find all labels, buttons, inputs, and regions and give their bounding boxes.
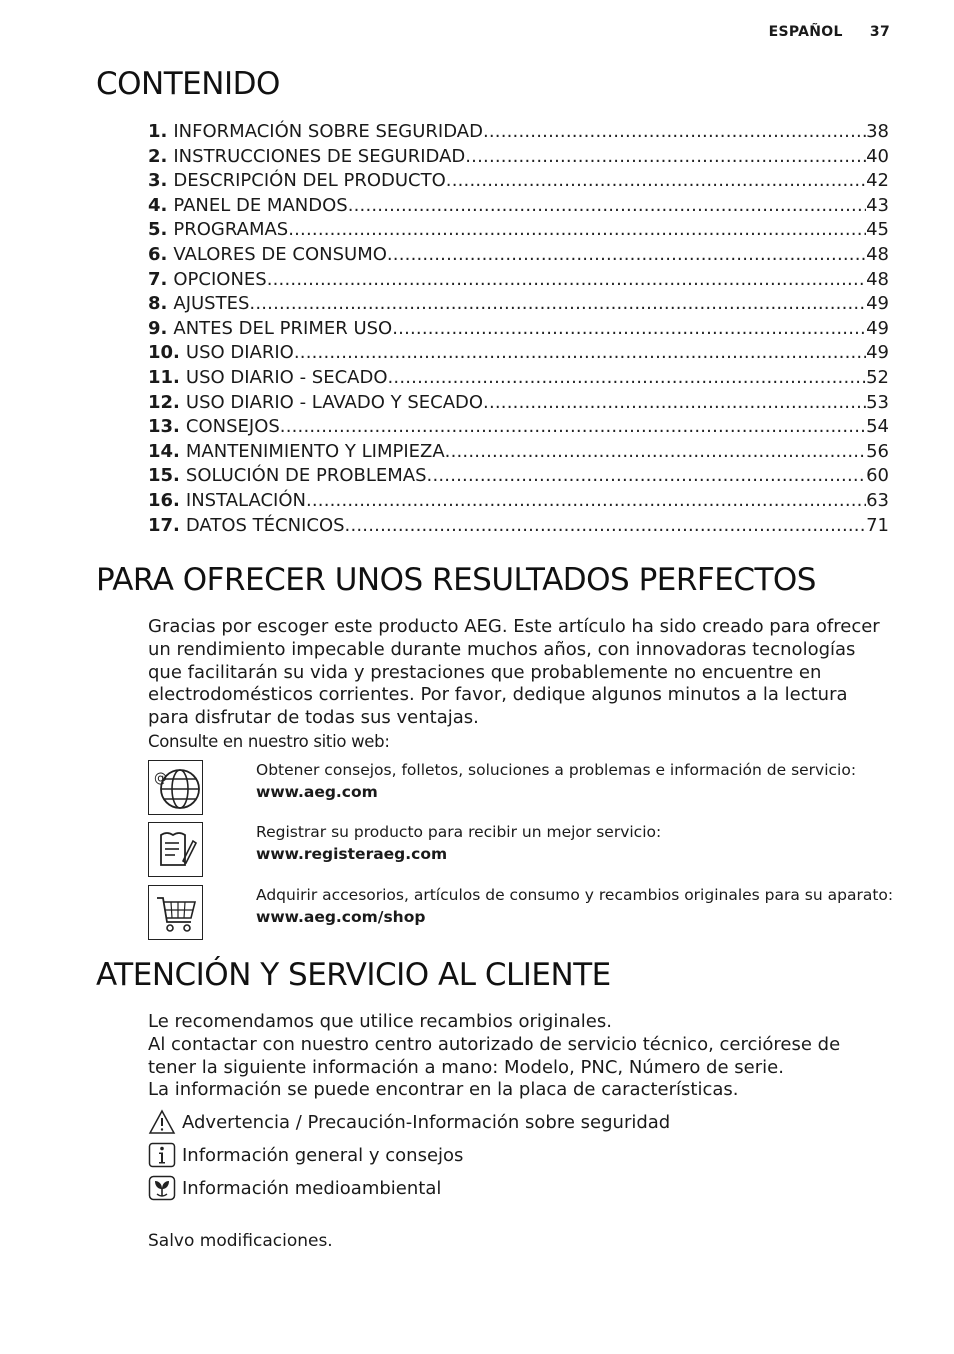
- toc-leader: [392, 317, 866, 342]
- toc-item-number: 4.: [148, 194, 168, 216]
- legend-info-label: Información general y consejos: [182, 1144, 464, 1166]
- toc-item-page: 43: [866, 194, 889, 216]
- toc-item-label: DATOS TÉCNICOS: [185, 514, 345, 536]
- toc-item-number: 5.: [148, 219, 168, 241]
- toc-leader: [267, 268, 866, 293]
- toc-item-label: ANTES DEL PRIMER USO: [173, 317, 393, 339]
- toc-item-number: 14.: [148, 440, 180, 462]
- toc-item-label: PROGRAMAS: [173, 219, 289, 241]
- toc-item-label: PANEL DE MANDOS: [173, 194, 348, 216]
- info-icon: [148, 1142, 176, 1168]
- legend-environment: [148, 1175, 441, 1201]
- toc-item[interactable]: [148, 464, 889, 489]
- web-link-url[interactable]: www.aeg.com: [256, 782, 378, 801]
- toc-item-number: 7.: [148, 268, 168, 290]
- toc-item[interactable]: [148, 145, 889, 170]
- toc-item-label: CONSEJOS: [185, 416, 280, 438]
- toc-item-number: 9.: [148, 317, 168, 339]
- legend-info: [148, 1142, 463, 1168]
- toc-item-number: 10.: [148, 342, 180, 364]
- toc-leader: [445, 440, 866, 465]
- shopping-cart-icon: [148, 885, 203, 940]
- toc-item-page: 71: [866, 514, 889, 536]
- warning-triangle-icon: [148, 1109, 176, 1135]
- page-number: 37: [869, 24, 890, 40]
- shop-link-description: Adquirir accesorios, artículos de consumo y recambios originales para su aparato:: [256, 886, 894, 904]
- toc-item-number: 16.: [148, 489, 180, 511]
- web-globe-icon: [148, 760, 203, 815]
- toc-item-page: 38: [866, 121, 889, 142]
- legend-warning-label: Advertencia / Precaución-Información sobre seguridad: [182, 1111, 671, 1133]
- service-paragraph: [148, 1011, 893, 1102]
- toc-item-number: 11.: [148, 366, 180, 388]
- toc-item[interactable]: [148, 268, 889, 293]
- toc-item-label: SOLUCIÓN DE PROBLEMAS: [185, 465, 427, 487]
- web-link-row: [148, 760, 893, 816]
- toc-item-label: USO DIARIO - SECADO: [185, 366, 388, 388]
- toc-item-number: 6.: [148, 243, 168, 265]
- svg-text:@: @: [153, 770, 167, 786]
- toc-item-number: 2.: [148, 145, 168, 167]
- toc-item-label: AJUSTES: [173, 293, 250, 315]
- register-link-url[interactable]: www.registeraeg.com: [256, 844, 448, 863]
- service-line-3: La información se puede encontrar en la placa de características.: [148, 1079, 739, 1101]
- toc-leader: [483, 391, 866, 416]
- toc-item[interactable]: [148, 489, 889, 514]
- toc-item-page: 63: [866, 489, 889, 511]
- environment-leaf-icon: [148, 1175, 176, 1201]
- register-notepad-icon: [148, 822, 203, 877]
- toc-leader: [249, 292, 866, 317]
- toc-item-label: OPCIONES: [173, 268, 267, 290]
- toc-heading: CONTENIDO: [96, 66, 280, 102]
- table-of-contents: [148, 120, 889, 538]
- toc-item[interactable]: [148, 218, 889, 243]
- toc-item-label: INSTALACIÓN: [185, 489, 306, 511]
- toc-item[interactable]: [148, 514, 889, 539]
- toc-item-number: 8.: [148, 293, 168, 315]
- toc-leader: [465, 145, 866, 170]
- toc-item-number: 13.: [148, 416, 180, 438]
- register-link-row: [148, 822, 893, 878]
- web-link-description: Obtener consejos, folletos, soluciones a problemas e información de servicio:: [256, 761, 857, 779]
- toc-item-number: 1.: [148, 121, 168, 142]
- toc-leader: [348, 194, 866, 219]
- shop-link-url[interactable]: www.aeg.com/shop: [256, 907, 426, 926]
- toc-item[interactable]: [148, 440, 889, 465]
- language-label: ESPAÑOL: [768, 24, 843, 40]
- toc-item-page: 48: [866, 268, 889, 290]
- toc-leader: [306, 489, 866, 514]
- toc-item[interactable]: [148, 317, 889, 342]
- toc-item-page: 42: [866, 170, 889, 192]
- intro-paragraph: Gracias por escoger este producto AEG. Este artículo ha sido creado para ofrecer un rendimiento impecable durante muchos años, con innovadoras tecnologías que facilitarán su vida y prestaciones que probablemente no encuentre en electrodomésticos corrientes. Por favor, dedique algunos minutos a la lectura para disfrutar de todas sus ventajas.: [148, 616, 880, 729]
- toc-item-number: 12.: [148, 391, 180, 413]
- toc-leader: [446, 169, 866, 194]
- toc-item[interactable]: [148, 366, 889, 391]
- page-header: [769, 24, 890, 40]
- toc-item[interactable]: [148, 243, 889, 268]
- footer-note: Salvo modificaciones.: [148, 1231, 333, 1251]
- toc-item-label: MANTENIMIENTO Y LIMPIEZA: [185, 440, 445, 462]
- toc-item-page: 40: [866, 145, 889, 167]
- toc-item-page: 49: [866, 293, 889, 315]
- toc-item-label: DESCRIPCIÓN DEL PRODUCTO: [173, 170, 446, 192]
- toc-item-number: 3.: [148, 170, 168, 192]
- toc-item[interactable]: [148, 415, 889, 440]
- toc-item-page: 48: [866, 243, 889, 265]
- results-heading: PARA OFRECER UNOS RESULTADOS PERFECTOS: [96, 562, 816, 598]
- toc-item-page: 54: [866, 416, 889, 438]
- toc-leader: [483, 120, 866, 145]
- toc-item-label: INFORMACIÓN SOBRE SEGURIDAD: [173, 121, 483, 142]
- toc-leader: [387, 243, 866, 268]
- toc-item-page: 52: [866, 366, 889, 388]
- shop-link-row: [148, 885, 893, 941]
- toc-leader: [280, 415, 866, 440]
- toc-item-page: 60: [866, 465, 889, 487]
- toc-item-label: INSTRUCCIONES DE SEGURIDAD: [173, 145, 466, 167]
- toc-item-page: 53: [866, 391, 889, 413]
- toc-leader: [345, 514, 867, 539]
- toc-leader: [427, 464, 867, 489]
- toc-leader: [288, 218, 866, 243]
- toc-item-page: 56: [866, 440, 889, 462]
- service-line-1: Le recomendamos que utilice recambios originales.: [148, 1011, 612, 1032]
- legend-environment-label: Información medioambiental: [182, 1177, 442, 1199]
- toc-item-label: USO DIARIO: [185, 342, 294, 364]
- toc-item-number: 15.: [148, 465, 180, 487]
- toc-item[interactable]: [148, 391, 889, 416]
- toc-leader: [294, 341, 866, 366]
- toc-item-page: 45: [866, 219, 889, 241]
- consult-website-label: Consulte en nuestro sitio web:: [148, 732, 390, 751]
- service-line-2: Al contactar con nuestro centro autorizado de servicio técnico, cerciórese de tener la siguiente información a mano: Modelo, PNC, Número de serie.: [148, 1033, 841, 1078]
- toc-item-label: VALORES DE CONSUMO: [173, 243, 387, 265]
- toc-item[interactable]: [148, 292, 889, 317]
- toc-item-label: USO DIARIO - LAVADO Y SECADO: [185, 391, 484, 413]
- toc-item[interactable]: [148, 169, 889, 194]
- toc-item[interactable]: [148, 341, 889, 366]
- toc-item-page: 49: [866, 317, 889, 339]
- legend-warning: [148, 1109, 670, 1135]
- toc-item-page: 49: [866, 342, 889, 364]
- toc-item-number: 17.: [148, 514, 180, 536]
- toc-leader: [388, 366, 867, 391]
- toc-item[interactable]: [148, 194, 889, 219]
- service-heading: ATENCIÓN Y SERVICIO AL CLIENTE: [96, 957, 611, 993]
- toc-item[interactable]: [148, 120, 889, 145]
- register-link-description: Registrar su producto para recibir un mejor servicio:: [256, 823, 662, 841]
